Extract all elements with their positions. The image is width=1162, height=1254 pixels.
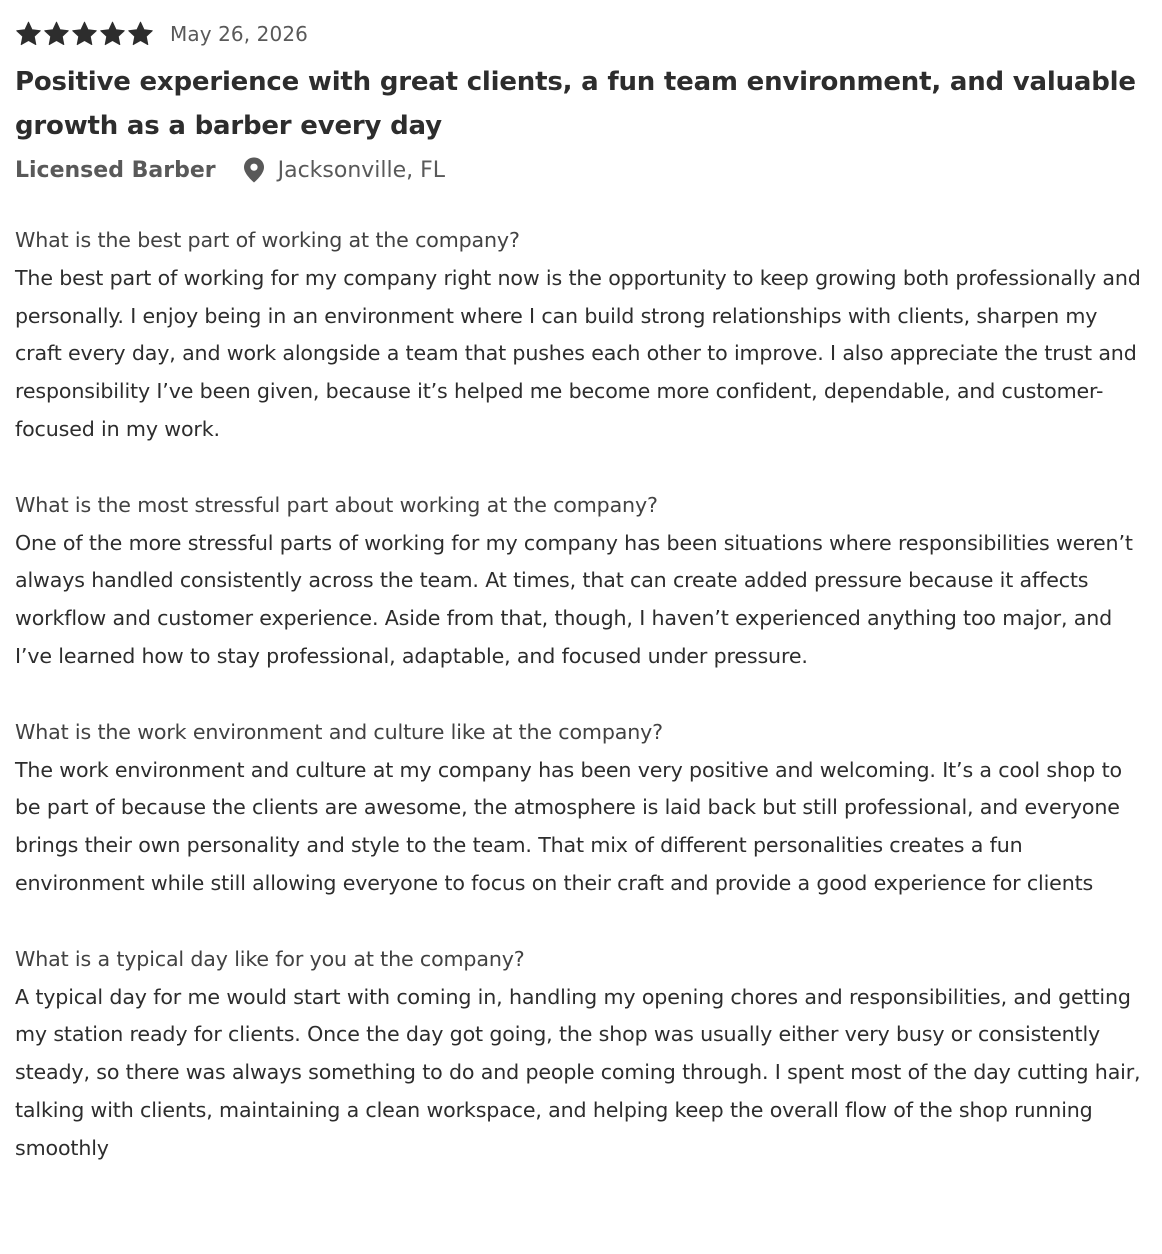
review-section-typical-day <box>15 941 1147 1168</box>
star-icon <box>127 21 154 47</box>
review-meta-row <box>15 18 1147 50</box>
star-rating <box>15 21 154 47</box>
review-sections <box>15 222 1147 1168</box>
star-icon <box>71 21 98 47</box>
section-question: What is the work environment and culture like at the company? <box>15 719 663 744</box>
section-question: What is the best part of working at the company? <box>15 228 520 252</box>
section-answer: A typical day for me would start with coming in, handling my opening chores and responsibilities, and getting my station ready for clients. Once the day got going, the shop was usually either very busy or consistently steady, so there was always something to do and people coming through. I spent most of the day cutting hair, talking with clients, maintaining a clean workspace, and helping keep the overall flow of the shop running smoothly <box>15 984 1141 1160</box>
review-title: Positive experience with great clients, a fun team environment, and valuable growth as a barber every day <box>15 67 1136 141</box>
review-section-culture <box>15 714 1147 903</box>
section-question: What is a typical day like for you at the company? <box>15 946 525 971</box>
review-date: May 26, 2026 <box>170 22 308 46</box>
reviewer-location: Jacksonville, FL <box>277 157 446 183</box>
star-icon <box>99 21 126 47</box>
section-answer: One of the more stressful parts of working for my company has been situations where responsibilities weren’t always handled consistently across the team. At times, that can create added pressure because it affects workflow and customer experience. Aside from that, though, I haven’t experienced anything too major, and I’ve learned how to stay professional, adaptable, and focused under pressure. <box>15 530 1133 668</box>
reviewer-info <box>15 152 1147 188</box>
section-answer: The best part of working for my company right now is the opportunity to keep growing both professionally and personally. I enjoy being in an environment where I can build strong relationships with clients, sharpen my craft every day, and work alongside a team that pushes each other to improve. I also appreciate the trust and responsibility I’ve been given, because it’s helped me become more confident, dependable, and customer-focused in my work. <box>15 265 1141 441</box>
location-pin-icon <box>242 156 266 184</box>
section-answer: The work environment and culture at my company has been very positive and welcoming. It’s a cool shop to be part of because the clients are awesome, the atmosphere is laid back but still professional, and everyone brings their own personality and style to the team. That mix of different personalities creates a fun environment while still allowing everyone to focus on their craft and provide a good experience for clients <box>15 757 1122 895</box>
review-section-most-stressful <box>15 487 1147 676</box>
review-section-best-part <box>15 222 1147 449</box>
star-icon <box>43 21 70 47</box>
section-question: What is the most stressful part about working at the company? <box>15 492 658 517</box>
reviewer-job-title: Licensed Barber <box>15 157 216 183</box>
star-icon <box>15 21 42 47</box>
